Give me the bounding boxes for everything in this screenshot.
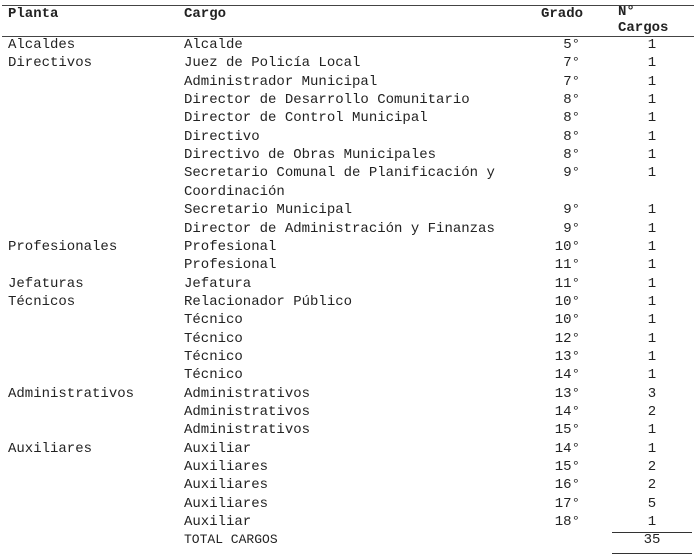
table-row xyxy=(0,238,698,256)
n-cargos-cell: 1 xyxy=(647,37,657,53)
n-cargos-cell: 1 xyxy=(647,110,657,127)
table-row xyxy=(0,348,698,366)
n-cargos-cell: 3 xyxy=(647,385,657,402)
header-grado: Grado xyxy=(541,6,584,22)
planta-cell: Alcaldes xyxy=(8,37,76,53)
cargo-cell: Relacionador Público xyxy=(184,293,353,310)
table-row xyxy=(0,440,698,458)
table-row xyxy=(0,73,698,91)
table-row xyxy=(0,513,698,531)
table-row xyxy=(0,330,698,348)
total-row xyxy=(0,531,698,549)
table-row xyxy=(0,146,698,164)
n-cargos-cell: 1 xyxy=(647,514,657,531)
planta-cell: Auxiliares xyxy=(8,440,93,457)
planta-cell: Técnicos xyxy=(8,293,76,310)
n-cargos-cell: 1 xyxy=(647,348,657,365)
table-row xyxy=(0,36,698,54)
table-row xyxy=(0,458,698,476)
n-cargos-cell: 1 xyxy=(647,257,657,274)
total-value: 35 xyxy=(643,532,661,549)
planta-cell: Jefaturas xyxy=(8,275,84,292)
header-n: N° xyxy=(618,4,635,20)
table-row xyxy=(0,201,698,219)
grado-cell: 10° xyxy=(554,312,580,329)
grado-cell: 16° xyxy=(554,477,580,494)
n-cargos-cell: 1 xyxy=(647,293,657,310)
n-cargos-cell: 1 xyxy=(647,92,657,109)
total-label: TOTAL CARGOS xyxy=(184,532,278,548)
table-row xyxy=(0,366,698,384)
n-cargos-cell: 5 xyxy=(647,495,657,512)
table-row xyxy=(0,54,698,72)
cargo-cell: Técnico xyxy=(184,330,243,347)
n-cargos-cell: 1 xyxy=(647,367,657,384)
cargo-cell: Secretario Municipal xyxy=(184,202,353,219)
n-cargos-cell: 1 xyxy=(647,238,657,255)
grado-cell: 18° xyxy=(554,514,580,531)
cargo-cell: Profesional xyxy=(184,238,277,255)
grado-cell: 9° xyxy=(563,165,580,182)
grado-cell: 10° xyxy=(554,238,580,255)
table-row xyxy=(0,311,698,329)
cargo-cell: Juez de Policía Local xyxy=(184,55,361,72)
table-row xyxy=(0,164,698,182)
cargo-cell: Directivo xyxy=(184,128,260,145)
grado-cell: 11° xyxy=(554,257,580,274)
grado-cell: 13° xyxy=(554,348,580,365)
grado-cell: 13° xyxy=(554,385,580,402)
n-cargos-cell: 1 xyxy=(647,422,657,439)
n-cargos-cell: 1 xyxy=(647,312,657,329)
table-row xyxy=(0,403,698,421)
n-cargos-cell: 1 xyxy=(647,330,657,347)
table-row xyxy=(0,109,698,127)
cargo-cell: Secretario Comunal de Planificación y xyxy=(184,165,495,182)
grado-cell: 8° xyxy=(563,92,580,109)
table-top-rule xyxy=(2,5,694,6)
grado-cell: 8° xyxy=(563,128,580,145)
grado-cell: 8° xyxy=(563,147,580,164)
cargo-cell: Alcalde xyxy=(184,37,243,53)
table-row xyxy=(0,476,698,494)
cargo-cell: Director de Desarrollo Comunitario xyxy=(184,92,470,109)
n-cargos-cell: 2 xyxy=(647,404,657,420)
cargo-cell: Director de Control Municipal xyxy=(184,110,428,127)
table-row xyxy=(0,421,698,439)
cargo-cell: Director de Administración y Finanzas xyxy=(184,220,495,237)
table-row xyxy=(0,385,698,403)
cargo-cell: Auxiliares xyxy=(184,477,269,494)
planta-cell: Directivos xyxy=(8,55,93,72)
n-cargos-cell: 1 xyxy=(647,165,657,182)
n-cargos-cell: 1 xyxy=(647,128,657,145)
total-bottom-rule xyxy=(612,553,692,554)
n-cargos-cell: 2 xyxy=(647,459,657,476)
cargo-cell: Administrativos xyxy=(184,404,311,420)
table-row xyxy=(0,495,698,513)
cargo-cell: Auxiliar xyxy=(184,440,252,457)
header-n-cargos: Cargos xyxy=(618,20,669,36)
cargo-cell: Jefatura xyxy=(184,275,252,292)
table-row xyxy=(0,256,698,274)
table-row xyxy=(0,128,698,146)
grado-cell: 9° xyxy=(563,220,580,237)
cargo-cell: Directivo de Obras Municipales xyxy=(184,147,437,164)
header-cargo: Cargo xyxy=(184,6,227,22)
table-row xyxy=(0,91,698,109)
cargo-cell: Coordinación xyxy=(184,183,285,200)
cargo-cell: Auxiliar xyxy=(184,514,252,531)
cargo-cell: Auxiliares xyxy=(184,459,269,476)
n-cargos-cell: 1 xyxy=(647,73,657,90)
grado-cell: 12° xyxy=(554,330,580,347)
cargo-cell: Auxiliares xyxy=(184,495,269,512)
cargo-cell: Administrador Municipal xyxy=(184,73,378,90)
cargo-cell: Profesional xyxy=(184,257,277,274)
grado-cell: 7° xyxy=(563,73,580,90)
cargo-cell: Técnico xyxy=(184,312,243,329)
table-row xyxy=(0,220,698,238)
grado-cell: 14° xyxy=(554,367,580,384)
n-cargos-cell: 1 xyxy=(647,220,657,237)
n-cargos-cell: 1 xyxy=(647,147,657,164)
planta-cell: Administrativos xyxy=(8,385,135,402)
n-cargos-cell: 1 xyxy=(647,275,657,292)
grado-cell: 15° xyxy=(554,459,580,476)
grado-cell: 14° xyxy=(554,404,580,420)
grado-cell: 5° xyxy=(563,37,580,53)
grado-cell: 14° xyxy=(554,440,580,457)
grado-cell: 11° xyxy=(554,275,580,292)
n-cargos-cell: 2 xyxy=(647,477,657,494)
cargo-cell: Técnico xyxy=(184,348,243,365)
cargo-cell: Técnico xyxy=(184,367,243,384)
grado-cell: 15° xyxy=(554,422,580,439)
table-row xyxy=(0,293,698,311)
n-cargos-cell: 1 xyxy=(647,202,657,219)
cargo-cell: Administrativos xyxy=(184,385,311,402)
cargo-cell: Administrativos xyxy=(184,422,311,439)
grado-cell: 17° xyxy=(554,495,580,512)
grado-cell: 10° xyxy=(554,293,580,310)
table-row xyxy=(0,275,698,293)
n-cargos-cell: 1 xyxy=(647,440,657,457)
n-cargos-cell: 1 xyxy=(647,55,657,72)
grado-cell: 9° xyxy=(563,202,580,219)
grado-cell: 8° xyxy=(563,110,580,127)
grado-cell: 7° xyxy=(563,55,580,72)
header-planta: Planta xyxy=(8,6,59,22)
table-row xyxy=(0,183,698,201)
total-top-rule xyxy=(612,532,692,533)
planta-cell: Profesionales xyxy=(8,238,118,255)
